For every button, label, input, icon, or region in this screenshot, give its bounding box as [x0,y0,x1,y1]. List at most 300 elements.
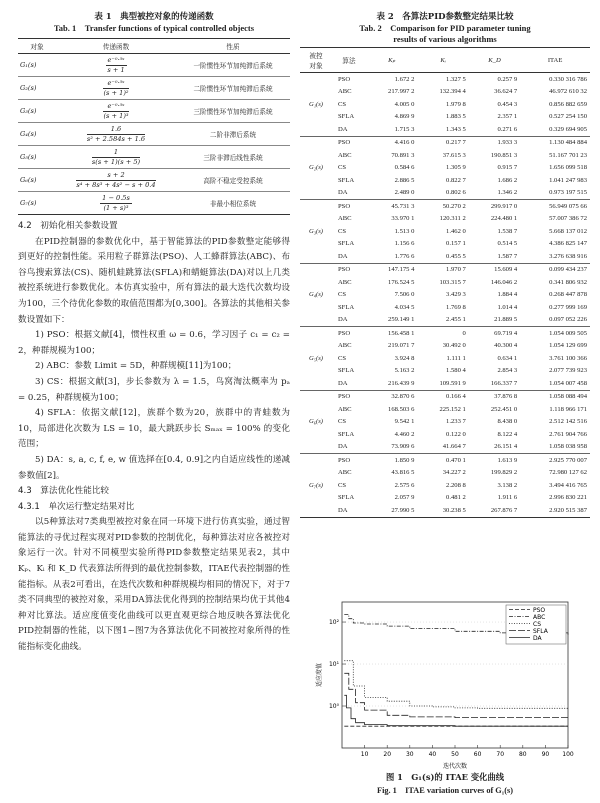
algorithm-cell: DA [338,443,348,451]
algorithm-cell: ABC [338,88,352,96]
algorithm-cell: SFLA [338,113,355,121]
algorithm-cell: CS [338,227,347,235]
value-cell: 2.575 6 [394,481,415,489]
algorithm-cell: ABC [338,151,352,159]
value-cell: 5.668 137 012 [549,227,587,235]
value-cell: 0.122 0 [446,430,466,438]
table2-row [300,301,590,314]
value-cell: 3.429 3 [446,291,466,299]
value-cell: 0.217 7 [417,136,468,149]
param-item-sfla: 4) SFLA：依据文献[12]，族群个数为20，族群中的青蛙数为10，局部进化次数为 LS = 10，最大跳跃步长 Sₘₐₓ = 100% 的变化范围； [18,408,290,450]
object-cell: G₂(s) [300,136,332,200]
numerator: e⁻⁰·⁵ˢ [107,55,125,64]
y-tick-label: 10⁰ [328,703,339,711]
denominator: s⁴ + 8s³ + 4s² − s + 0.4 [76,180,156,189]
value-cell: 1.776 6 [394,252,415,260]
value-cell: 57.007 386 72 [549,215,587,223]
table2-row [300,403,590,416]
numerator: 1 [92,149,140,158]
value-cell: 120.311 2 [439,215,466,223]
paragraph: 在PID控制器的参数优化中，基于智能算法的PID参数整定能够得到更好的控制性能。采用粒子群算法(PSO)、人工蜂群算法(ABC)、布谷鸟搜索算法(CS)、随机蛙跳算法(SFLA)和蜻蜓算法(DA)对以上几类被控系统进行参数优化。本仿真实验中，所有算法的最大迭代次数均设为100，三个待优化参数的取值范围都为[0,300]。各算法的其他相关参数设置如下： [18,236,290,325]
algorithm-cell: ABC [338,215,352,223]
algorithm-cell: PSO [332,73,366,86]
value-cell: 1.305 9 [446,164,466,172]
value-cell: 219.071 7 [388,342,415,350]
table2-caption-en-2: results of various algorithms [393,34,497,44]
algorithm-cell: SFLA [338,176,355,184]
value-cell: 0.329 694 905 [549,125,587,133]
value-cell: 30.238 5 [442,506,466,514]
transfer-function-cell [56,77,176,100]
value-cell: 1.343 5 [446,125,466,133]
property-cell: 非最小相位系统 [209,200,257,208]
denominator: s + 1 [107,65,125,74]
value-cell: 27.990 5 [391,506,415,514]
property-cell: 三阶非滞后线性系统 [176,146,290,169]
object-cell: G₆(s) [18,169,56,192]
value-cell: 1.970 7 [417,263,468,276]
x-tick-label: 80 [518,751,527,758]
table2-row [300,454,590,467]
param-item-pso: 1) PSO：根据文献[4]，惯性权重 ω = 0.6，学习因子 c₁ = c₂ = 2，种群规模为100； [18,330,290,356]
value-cell: 1.041 247 983 [549,176,587,184]
value-cell: 69.719 4 [469,327,520,340]
algorithm-cell: DA [338,252,348,260]
value-cell: 1.111 1 [446,354,466,362]
table2-row [300,162,590,175]
legend-label: ABC [533,614,546,621]
algorithm-cell: DA [338,125,348,133]
table2-row [300,340,590,353]
table2-row [300,213,590,226]
transfer-function-cell [56,169,176,192]
denominator: (1 + s)³ [103,203,129,212]
value-cell: 0.257 9 [469,73,520,86]
value-cell: 1.587 7 [497,252,518,260]
value-cell: 1.233 7 [446,418,466,426]
table1-header-transfer: 传递函数 [56,39,176,54]
table2-row [300,492,590,505]
algorithm-cell: PSO [332,263,366,276]
x-axis-label: 迭代次数 [442,763,468,770]
value-cell: 2.455 1 [446,316,466,324]
table2 [300,47,590,518]
table2-row [300,200,590,213]
table2-row [300,352,590,365]
object-cell: G₁(s) [300,73,332,137]
property-cell: 三阶惯性环节加纯滞后系统 [176,100,290,123]
value-cell: 15.609 4 [469,263,520,276]
algorithm-cell: ABC [338,342,352,350]
figure1-caption-cn: 图 1 G₁(s)的 ITAE 变化曲线 [385,772,505,782]
value-cell: 45.731 3 [366,200,417,213]
value-cell: 217.997 2 [388,88,415,96]
itae-chart-svg [312,596,574,770]
value-cell: 51.167 701 23 [549,151,587,159]
table2-caption-cn: 表 2 各算法PID参数整定结果比较 [376,12,514,22]
algorithm-cell: ABC [338,278,352,286]
x-tick-label: 100 [562,751,574,758]
value-cell: 132.394 4 [439,88,466,96]
numerator: s + 2 [76,172,155,181]
value-cell: 2.925 770 007 [520,454,590,467]
value-cell: 1.058 038 958 [549,443,587,451]
value-cell: 56.949 075 66 [520,200,590,213]
value-cell: 3.494 416 765 [549,481,587,489]
table1-row [18,77,290,100]
value-cell: 0.481 2 [446,494,466,502]
value-cell: 146.046 2 [490,278,518,286]
value-cell: 1.850 9 [366,454,417,467]
value-cell: 4.416 0 [366,136,417,149]
value-cell: 2.920 515 387 [549,506,587,514]
value-cell: 2.077 739 923 [549,367,587,375]
value-cell: 1.613 9 [469,454,520,467]
table2-row [300,111,590,124]
object-cell: G₂(s) [18,77,56,100]
table2-header-ki: Kᵢ [417,48,468,73]
value-cell: 2.357 1 [497,113,518,121]
left-column [18,0,290,656]
value-cell: 3.924 8 [394,354,415,362]
value-cell: 72.980 127 62 [549,469,587,477]
table2-row [300,479,590,492]
algorithm-cell: CS [338,418,347,426]
value-cell: 8.122 4 [497,430,518,438]
denominator: (s + 1)³ [103,111,129,120]
object-cell: G₄(s) [300,263,332,327]
algorithm-cell: DA [338,189,348,197]
value-cell: 0.330 316 786 [520,73,590,86]
value-cell: 36.624 7 [494,88,518,96]
table2-row [300,225,590,238]
table2-row [300,174,590,187]
algorithm-cell: ABC [338,469,352,477]
value-cell: 0.341 806 932 [549,278,587,286]
x-tick-label: 20 [383,751,392,758]
value-cell: 1.979 8 [446,100,466,108]
table2-row [300,250,590,263]
value-cell: 0.099 434 237 [520,263,590,276]
value-cell: 34.227 2 [442,469,466,477]
table2-row [300,390,590,403]
value-cell: 176.524 5 [388,278,415,286]
value-cell: 156.458 1 [366,327,417,340]
value-cell: 4.460 2 [394,430,415,438]
value-cell: 5.163 2 [394,367,415,375]
value-cell: 32.870 6 [366,390,417,403]
value-cell: 8.438 0 [497,418,518,426]
value-cell: 2.996 830 221 [549,494,587,502]
denominator: s² + 2.584s + 1.6 [86,134,146,143]
value-cell: 4.869 9 [394,113,415,121]
table2-row [300,263,590,276]
value-cell: 0.856 882 659 [549,100,587,108]
algorithm-cell: DA [338,379,348,387]
x-tick-label: 70 [496,751,505,758]
table2-row [300,365,590,378]
value-cell: 1.884 4 [497,291,518,299]
value-cell: 1.656 099 518 [549,164,587,172]
value-cell: 73.909 6 [391,443,415,451]
value-cell: 166.337 7 [490,379,518,387]
x-tick-label: 50 [451,751,459,758]
denominator: (s + 1)² [103,88,129,97]
table2-row [300,377,590,390]
object-cell: G₃(s) [18,100,56,123]
x-tick-label: 40 [428,751,437,758]
value-cell: 267.876 7 [490,506,518,514]
table2-row [300,98,590,111]
table1-row [18,192,290,215]
value-cell: 1.462 0 [446,227,466,235]
value-cell: 40.300 4 [494,342,518,350]
object-cell: G₄(s) [18,123,56,146]
value-cell: 1.580 4 [446,367,466,375]
value-cell: 168.503 6 [388,405,415,413]
value-cell: 1.911 6 [497,494,518,502]
figure1-caption-en: Fig. 1 ITAE variation curves of G₁(s) [377,786,513,795]
table2-row [300,238,590,251]
algorithm-cell: CS [338,291,347,299]
value-cell: 33.970 1 [391,215,415,223]
object-cell: G₇(s) [300,454,332,518]
fraction [87,126,145,142]
transfer-function-cell [56,146,176,169]
value-cell: 0.527 254 150 [549,113,587,121]
value-cell: 225.152 1 [439,405,466,413]
fraction [103,103,128,119]
table1 [18,38,290,215]
table2-caption-en-1: Tab. 2 Comparison for PID parameter tuning [359,23,531,33]
value-cell: 7.506 0 [394,291,415,299]
value-cell: 1.513 0 [394,227,415,235]
value-cell: 1.883 5 [446,113,466,121]
value-cell: 1.014 4 [497,303,518,311]
fraction [76,172,155,188]
transfer-function-cell [56,54,176,77]
algorithm-cell: SFLA [338,240,355,248]
param-item-abc: 2) ABC：参数 Limit = 5D，种群规模[11]为100； [35,361,237,372]
value-cell: 1.686 2 [497,176,518,184]
legend-label: PSO [533,607,546,614]
x-tick-label: 30 [405,751,414,758]
table1-header-property: 性质 [176,39,290,54]
algorithm-cell: PSO [332,454,366,467]
object-cell: G₃(s) [300,200,332,264]
numerator: 1.6 [87,126,145,135]
legend-label: DA [533,635,542,642]
table2-header-kd: K_D [469,48,520,73]
value-cell: 0 [417,327,468,340]
value-cell: 0.271 6 [497,125,518,133]
value-cell: 109.591 9 [439,379,466,387]
value-cell: 37.615 3 [442,151,466,159]
value-cell: 1.130 484 884 [520,136,590,149]
value-cell: 1.538 7 [497,227,518,235]
paragraph: 以5种算法对7类典型被控对象在同一环境下进行仿真实验，通过智能算法的寻优过程实现对PID参数的控制优化，每种算法对应各被控对象运行一次。针对不同模型实验所得PID参数整定结果见表2，其中 Kₚ、Kᵢ 和 K_D 代表算法所得到的最优控制参数，ITAE代表控制器的性能指标。从表2可看出，在迭代次数和种群规模均相同的情况下，对于7类不同典型的被控对象，采用DA算法优化得到的控制结果均优于其他4种对比算法。适应度值变化曲线可以更直观更综合地反映各算法优化PID控制器的性能，以下图1~图7为各算法优化不同被控对象所得的性能指标变化曲线。 [18,517,290,653]
value-cell: 0.802 6 [446,189,466,197]
algorithm-cell: CS [338,100,347,108]
numerator: e⁻⁰·⁵ˢ [103,103,128,112]
table1-header-object: 对象 [18,39,56,54]
value-cell: 0.634 1 [497,354,518,362]
algorithm-cell: SFLA [338,430,355,438]
algorithm-cell: DA [338,506,348,514]
section-heading: 4.2 初始化相关参数设置 [18,221,118,231]
value-cell: 41.664 7 [442,443,466,451]
table1-row [18,146,290,169]
table1-caption-cn: 表 1 典型被控对象的传递函数 [94,12,214,22]
value-cell: 2.208 8 [446,481,466,489]
value-cell: 1.715 3 [394,125,415,133]
object-cell: G₆(s) [300,390,332,454]
table2-row [300,73,590,86]
value-cell: 0.454 3 [497,100,518,108]
table1-row [18,169,290,192]
object-cell: G₁(s) [18,54,56,77]
numerator: e⁻⁰·⁵ˢ [103,80,128,89]
value-cell: 1.769 8 [446,303,466,311]
section-heading: 4.3 算法优化性能比较 [18,486,110,497]
transfer-function-cell [56,123,176,146]
value-cell: 199.829 2 [490,469,518,477]
value-cell: 2.886 5 [394,176,415,184]
value-cell: 1.327 5 [417,73,468,86]
value-cell: 1.054 007 458 [549,379,587,387]
x-tick-label: 90 [541,751,550,758]
algorithm-cell: PSO [332,200,366,213]
value-cell: 1.118 966 171 [549,405,587,413]
value-cell: 1.672 2 [366,73,417,86]
value-cell: 4.386 825 147 [549,240,587,248]
table2-row [300,428,590,441]
table2-row [300,467,590,480]
value-cell: 2.489 0 [394,189,415,197]
algorithm-cell: SFLA [338,367,355,375]
value-cell: 2.512 142 516 [549,418,587,426]
algorithm-cell: PSO [332,136,366,149]
value-cell: 0.514 5 [497,240,518,248]
table2-row [300,441,590,454]
denominator: s(s + 1)(s + 5) [91,157,141,166]
algorithm-cell: ABC [338,405,352,413]
x-tick-label: 10 [360,751,369,758]
table2-row [300,149,590,162]
section-4-3 [18,484,290,656]
value-cell: 2.761 904 766 [549,430,587,438]
algorithm-cell: CS [338,354,347,362]
algorithm-cell: PSO [332,390,366,403]
value-cell: 37.876 8 [469,390,520,403]
table2-header-kp: Kₚ [366,48,417,73]
value-cell: 1.156 6 [394,240,415,248]
table2-row [300,86,590,99]
fraction [100,195,132,211]
value-cell: 0.166 4 [417,390,468,403]
subsection-heading: 4.3.1 单次运行整定结果对比 [18,501,135,512]
value-cell: 224.480 1 [490,215,518,223]
value-cell: 3.276 638 916 [549,252,587,260]
table2-header-itae: ITAE [520,48,590,73]
object-cell: G₇(s) [20,199,37,207]
fraction [92,149,140,165]
table2-row [300,416,590,429]
value-cell: 1.054 129 699 [549,342,587,350]
value-cell: 43.816 5 [391,469,415,477]
y-axis-label: 适应度值 [316,662,323,688]
property-cell: 高阶不稳定受控系统 [176,169,290,192]
object-cell: G₅(s) [300,327,332,391]
value-cell: 0.915 7 [497,164,518,172]
table2-row [300,289,590,302]
algorithm-cell: CS [338,164,347,172]
transfer-function-cell [56,192,176,215]
value-cell: 4.034 5 [394,303,415,311]
value-cell: 0.973 197 515 [549,189,587,197]
value-cell: 46.972 610 32 [549,88,587,96]
right-column [300,0,590,518]
legend-label: SFLA [533,628,548,635]
value-cell: 0.157 1 [446,240,466,248]
value-cell: 0.277 999 169 [549,303,587,311]
algorithm-cell: CS [338,481,347,489]
value-cell: 1.058 088 494 [520,390,590,403]
value-cell: 1.346 2 [497,189,518,197]
table2-row [300,327,590,340]
algorithm-cell: DA [338,316,348,324]
algorithm-cell: SFLA [338,494,355,502]
figure1-chart [312,596,574,770]
value-cell: 26.151 4 [494,443,518,451]
value-cell: 252.451 0 [490,405,518,413]
table1-caption-en: Tab. 1 Transfer functions of typical controlled objects [53,23,255,33]
algorithm-cell: PSO [332,327,366,340]
value-cell: 30.492 0 [442,342,466,350]
table2-row [300,276,590,289]
value-cell: 4.005 0 [394,100,415,108]
value-cell: 1.054 009 505 [520,327,590,340]
table2-header-algorithm: 算法 [332,48,366,73]
algorithm-cell: SFLA [338,303,355,311]
value-cell: 259.149 1 [388,316,415,324]
transfer-function-cell [56,100,176,123]
value-cell: 70.891 3 [391,151,415,159]
value-cell: 216.439 9 [388,379,415,387]
value-cell: 0.584 6 [394,164,415,172]
property-cell: 二阶惯性环节加纯滞后系统 [176,77,290,100]
value-cell: 0.470 1 [417,454,468,467]
x-tick-label: 60 [473,751,482,758]
value-cell: 21.889 5 [494,316,518,324]
value-cell: 0.097 052 226 [549,316,587,324]
numerator: 1 − 0.5s [102,193,130,202]
property-cell: 一阶惯性环节加纯滞后系统 [176,54,290,77]
value-cell: 1.933 3 [469,136,520,149]
property-cell: 二阶非滞后系统 [176,123,290,146]
table2-row [300,136,590,149]
section-4-2 [18,219,290,484]
table1-row [18,100,290,123]
table2-row [300,187,590,200]
value-cell: 50.270 2 [417,200,468,213]
value-cell: 190.851 3 [490,151,518,159]
legend-label: CS [533,621,541,628]
value-cell: 3.761 100 366 [549,354,587,362]
table2-row [300,504,590,517]
param-item-cs: 3) CS：根据文献[3]，步长参数为 λ = 1.5，鸟窝淘汰概率为 pₐ = 0.25，种群规模为100； [18,376,290,403]
fraction [103,80,128,96]
